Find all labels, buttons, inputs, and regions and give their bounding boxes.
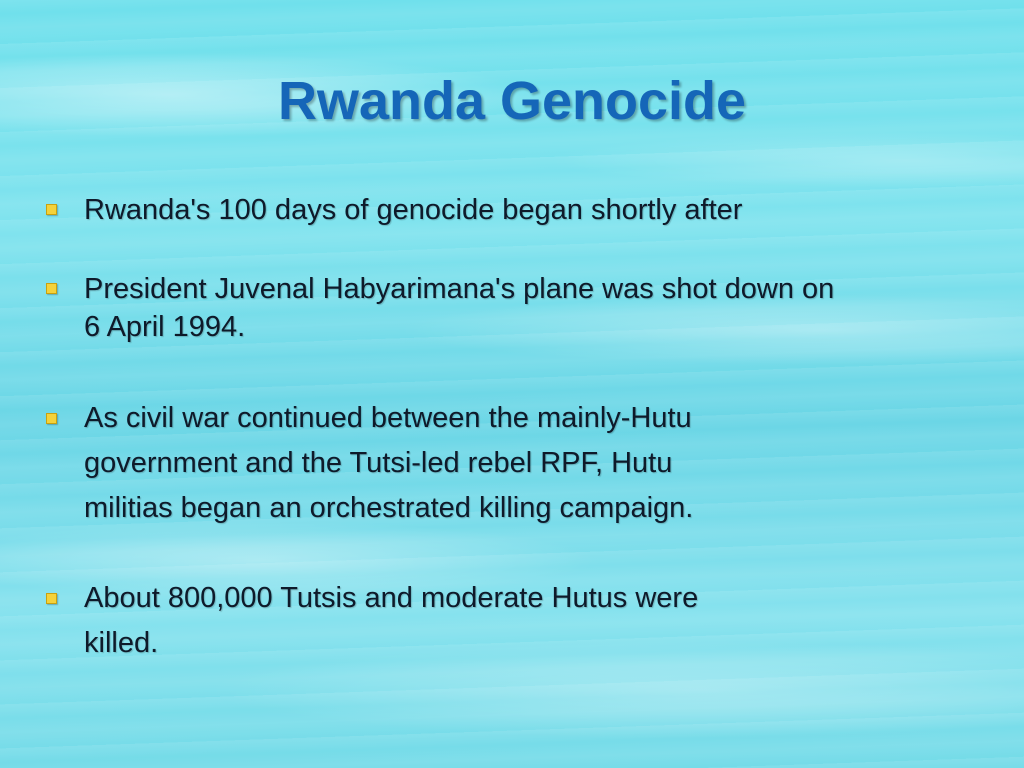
bullet-text-line: As civil war continued between the mainly-Hutu bbox=[84, 402, 692, 434]
bullet-text-line: killed. bbox=[84, 627, 159, 659]
bullet-text-line: About 800,000 Tutsis and moderate Hutus were bbox=[84, 582, 699, 614]
bullet-item bbox=[46, 576, 986, 666]
bullet-item bbox=[46, 190, 986, 230]
bullet-text-line: 6 April 1994. bbox=[84, 311, 246, 343]
bullet-item bbox=[46, 396, 986, 531]
bullet-text-line: Rwanda's 100 days of genocide began shortly after bbox=[84, 194, 743, 226]
square-bullet-icon bbox=[46, 413, 57, 424]
bullet-text-line: President Juvenal Habyarimana's plane was shot down on bbox=[84, 273, 835, 305]
square-bullet-icon bbox=[46, 283, 57, 294]
bullet-text-line: government and the Tutsi-led rebel RPF, Hutu bbox=[84, 447, 673, 479]
bullet-list bbox=[46, 190, 986, 666]
bullet-item bbox=[46, 270, 986, 346]
square-bullet-icon bbox=[46, 204, 57, 215]
slide-title: Rwanda Genocide bbox=[277, 71, 747, 131]
bullet-text-line: militias began an orchestrated killing campaign. bbox=[84, 492, 694, 524]
square-bullet-icon bbox=[46, 593, 57, 604]
